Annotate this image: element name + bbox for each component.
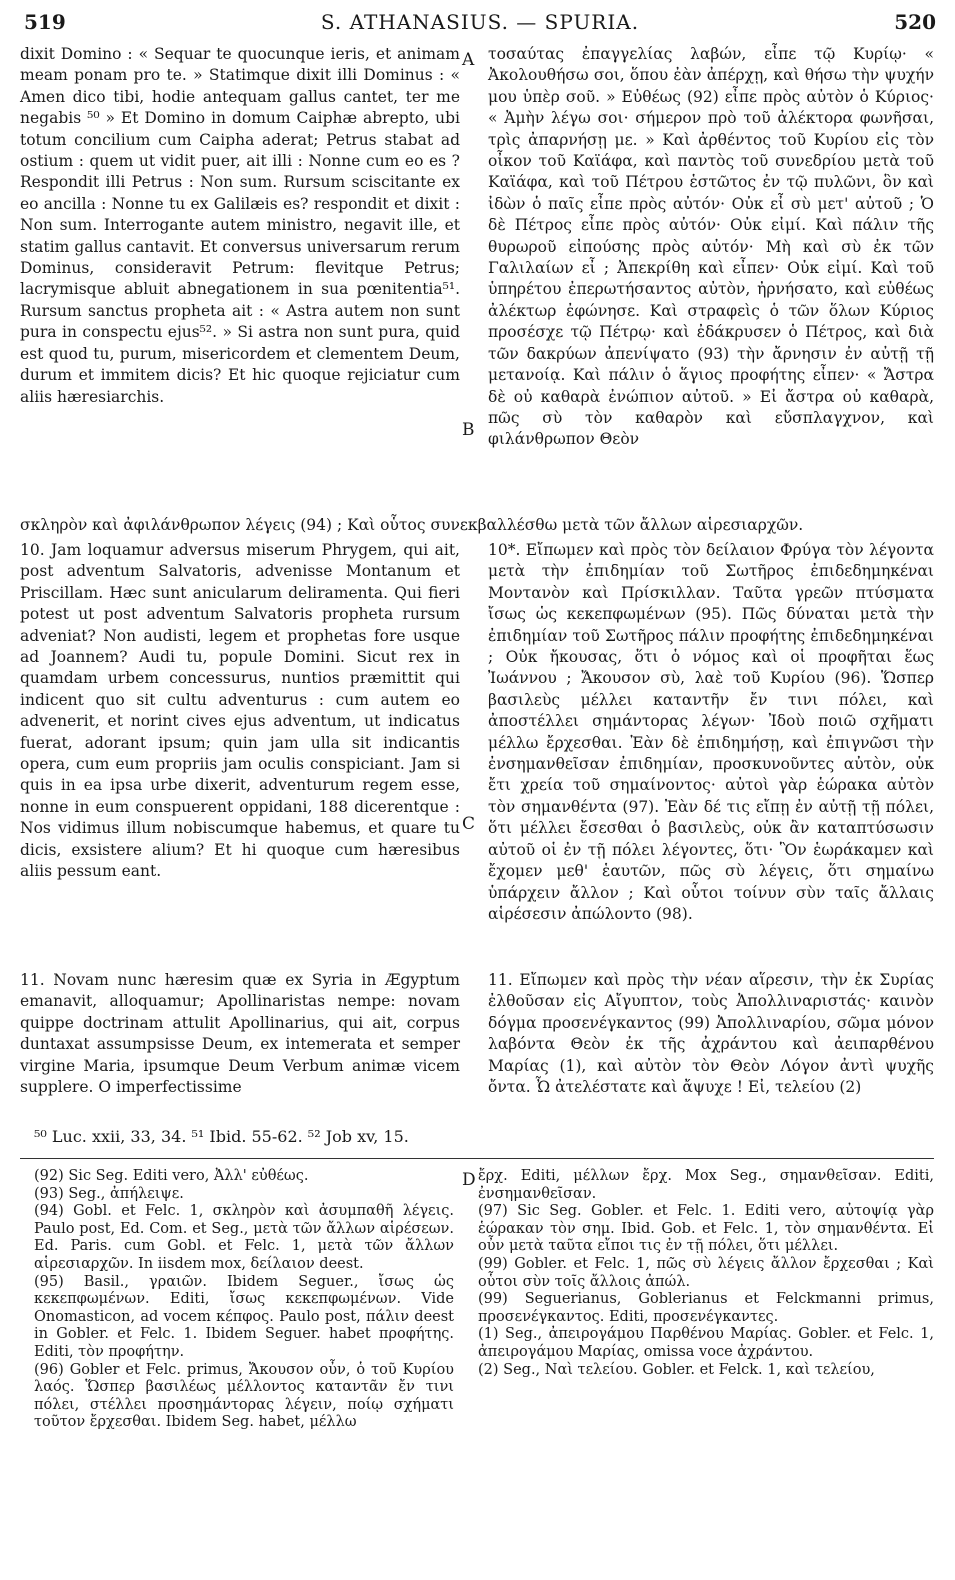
note-96: (96) Gobler et Felc. primus, Ἄκουσον οὖν, ὁ τοῦ Κυρίου λαός. Ὥσπερ βασιλέως μέλλοντος καταντᾶν ἔν τινι πόλει, στέλλει προσημάντορας λέγειν, ποίῳ σχήματι τοῦτον ἔρχεσθαι. Ibidem Seg. habet, μέλλω <box>34 1361 454 1431</box>
note-97: (97) Sic Seg. Gobler. et Felc. 1. Editi vero, αὐτοψίᾳ γὰρ ἑώρακαν τὸν σημ. Ibid. Gob. et Felc. 1, τὸν σημανθέντα. Εἰ οὖν μετὰ ταῦτα εἴποι τις ἐν τῇ πόλει, ὅτι μέλλει. <box>478 1203 934 1255</box>
greek-column-top <box>488 44 934 451</box>
greek-paragraph-3: 11. Εἴπωμεν καὶ πρὸς τὴν νέαν αἵρεσιν, τὴν ἐκ Συρίας ἐλθοῦσαν εἰς Αἴγυπτον, τοὺς Ἀπολλιναριστάς· καινὸν δόγμα προσενέγκαντος (99) Ἀπολλιναρίου, σῶμα μόνον λαβόντα Θεὸν ἐκ τῆς ἀχράντου καὶ ἀειπαρθένου Μαρίας (1), καὶ αὐτὸν τὸν Θεὸν Λόγον ἀντὶ ψυχῆς ὄντα. Ὦ ἀτελέστατε καὶ ἄψυχε ! Εἰ, τελείου (2) <box>488 971 934 1097</box>
greek-paragraph-1: τοσαύτας ἐπαγγελίας λαβών, εἶπε τῷ Κυρίῳ· « Ἀκολουθήσω σοι, ὅπου ἐὰν ἀπέρχῃ, καὶ θήσω τὴν ψυχήν μου ὑπὲρ σοῦ. » Εὐθέως (92) εἶπε πρὸς αὐτὸν ὁ Κύριος· « Ἀμὴν λέγω σοι· σήμερον πρὸ τοῦ ἀλέκτορα φωνῆσαι, τρὶς ἀπαρνήσῃ με. » Καὶ ἀρθέντος τοῦ Κυρίου εἰς τὸν οἶκον τοῦ Καϊάφα, καὶ παντὸς τοῦ συνεδρίου μετὰ τοῦ Καϊάφα, καὶ τοῦ Πέτρου ἑστῶτος ἐν τῷ πυλῶνι, ὃν καὶ ἰδὼν ὁ παῖς εἶπε πρὸς αὐτόν· Οὐκ εἶ σὺ μετ' αὐτοῦ ; Ὁ δὲ Πέτρος εἶπε πρὸς αὐτόν· Οὐκ εἰμί. Καὶ πάλιν τῆς θυρωροῦ εἰπούσης πρὸς αὐτόν· Μὴ καὶ σὺ ἐκ τῶν Γαλιλαίων εἶ ; Ἀπεκρίθη καὶ εἶπεν· Οὐκ εἰμί. Καὶ τοῦ ὑπηρέτου ἐπερωτήσαντος αὐτὸν, ἠρνήσατο, καὶ εὐθέως ἀλέκτωρ ἐφώνησε. Καὶ στραφεὶς ὁ τῶν ὅλων Κύριος προσέσχε τῷ Πέτρῳ· καὶ ἐδάκρυσεν ὁ Πέτρος, καὶ διὰ τῶν δακρύων ἀπενίψατο (93) τὴν ἄρνησιν ἐν αὐτῇ τῇ μετανοίᾳ. Καὶ πάλιν ὁ ἅγιος προφήτης εἶπεν· « Ἄστρα δὲ οὐ καθαρὰ ἐνώπιον αὐτοῦ. » Εἰ ἄστρα οὐ καθαρὰ, πῶς σὺ τὸν καθαρὸν καὶ εὔσπλαγχνον, καὶ φιλάνθρωπον Θεὸν <box>488 45 934 449</box>
latin-column-bottom <box>20 970 460 1098</box>
latin-paragraph-1: dixit Domino : « Sequar te quocunque ieris, et animam meam ponam pro te. » Statimque dixit illi Dominus : « Amen dico tibi, hodie antequam gallus cantet, ter me negabis ⁵⁰ » Et Domino in domum Caiphæ abrepto, ubi totum concilium cum Caipha aderat; Petrus stabat ad ostium : quem ut vidit puer, ait illi : Nonne cum eo es ? Respondit illi Petrus : Non sum. Rursum sciscitante ex eo ancilla : Nonne tu ex Galilæis es? respondit et dixit : Non sum. Interrogante autem ministro, negavit ille, et statim gallus cantavit. Et conversus universarum rerum Dominus, consideravit Petrum: flevitque Petrus; lacrymisque abluit abnegationem in sua pœnitentia⁵¹. Rursum sanctus propheta ait : « Astra autem non sunt pura in conspectu ejus⁵². » Si astra non sunt pura, quid est quod tu, purum, misericordem et clementem Deum, durum et immitem dicis? Et hic quoque rejiciatur cum aliis hæresiarchis. <box>20 45 460 406</box>
note-99: (99) Seguerianus, Goblerianus et Felckmanni primus, προσενέγκαντος. Editi, προσενέγκαντες. <box>478 1291 934 1325</box>
note-1: (1) Seg., ἀπειρογάμου Παρθένου Μαρίας. Gobler. et Felc. 1, ἀπειρογάμου Μαρίας, omissa voce ἀχράντου. <box>478 1326 934 1360</box>
note-92: (92) Sic Seg. Editi vero, Ἀλλ' εὐθέως. <box>34 1168 309 1184</box>
greek-column-bottom <box>488 970 934 1098</box>
note-94: (94) Gobl. et Felc. 1, σκληρὸν καὶ ἀσυμπαθῆ λέγεις. Paulo post, Ed. Com. et Seg., μετὰ τῶν ἄλλων αἱρέσεων. Ed. Paris. cum Gobl. et Felc. 1, μετὰ τῶν ἄλλων αἱρεσιαρχῶν. In iisdem mox, δείλαιον deest. <box>34 1203 454 1272</box>
latin-paragraph-2: 10. Jam loquamur adversus miserum Phrygem, qui ait, post adventum Salvatoris, advenisse Montanum et Priscillam. Hæc sunt anicularum deliramenta. Qui fieri potest ut post adventum Salvatoris propheta rursum adveniat? Non audisti, legem et prophetas fore usque ad Joannem? Audi tu, popule Domini. Sicut rex in quamdam urbem concessurus, nuntios præmittit qui indicent quo sit cultu adventurus : cum autem eo advenerit, et norint cives ejus adventum, ut indicatus fuerat, adorant ipsum; quin jam ulla sit indicantis opera, cum eum propriis jam oculis conspiciant. Jam si quis in ea ipsa urbe dixerit, adventurum regem esse, nonne in eum conspuerent oppidani, 188 dicerentque : Nos vidimus illum nobiscumque habemus, et quare tu dicis, exsistere alium? Et hi quoque cum hæresibus aliis pessum eant. <box>20 541 460 881</box>
margin-letter-b: B <box>462 420 475 440</box>
greek-column-middle <box>488 540 934 925</box>
notes-left-column <box>34 1168 454 1432</box>
note-95: (95) Basil., γραιῶν. Ibidem Seguer., ἴσως ὡς κεκεπφωμένων. Editi, ἴσως κεκεπφωμένων. Vide Onomasticon, ad vocem κέπφος. Paulo post, πάλιν deest in Gobler. et Felc. 1. Ibidem Seguer. habet προφήτης. Editi, τὸν προφήτην. <box>34 1273 454 1360</box>
left-page-number: 519 <box>24 10 66 34</box>
margin-letter-a: A <box>462 50 475 70</box>
note-2: (2) Seg., Ναὶ τελείου. Gobler. et Felck. 1, καὶ τελείου, <box>478 1361 875 1378</box>
latin-paragraph-3: 11. Novam nunc hæresim quæ ex Syria in Ægyptum emanavit, alloquamur; Apollinaristas nempe: novam quippe doctrinam attulit Apollinarius, qui ait, corpus duntaxat assumpsisse Deum, ex intemerata et semper virgine Maria, ipsumque Deum Verbum animæ vicem supplere. O imperfectissime <box>20 971 460 1097</box>
greek-bridge-line: σκληρὸν καὶ ἀφιλάνθρωπον λέγεις (94) ; Καὶ οὗτος συνεκβαλλέσθω μετὰ τῶν ἄλλων αἱρεσιαρχῶν. <box>20 516 804 534</box>
note-98: (99) Gobler. et Felc. 1, πῶς σὺ λέγεις ἄλλον ἔρχεσθαι ; Καὶ οὗτοι σὺν τοῖς ἄλλοις ἀπώλ. <box>478 1255 934 1290</box>
margin-letter-d: D <box>462 1170 476 1190</box>
note-96-cont: ἔρχ. Editi, μέλλων ἔρχ. Mox Seg., σημανθεῖσαν. Editi, ἐνσημανθεῖσαν. <box>478 1168 934 1202</box>
scripture-footnotes: ⁵⁰ Luc. xxii, 33, 34. ⁵¹ Ibid. 55-62. ⁵² Job xv, 15. <box>34 1127 409 1146</box>
greek-paragraph-2: 10*. Εἴπωμεν καὶ πρὸς τὸν δείλαιον Φρύγα τὸν λέγοντα μετὰ τὴν ἐπιδημίαν τοῦ Σωτῆρος ἐπιδεδημηκέναι Μοντανὸν καὶ Πρίσκιλλαν. Ταῦτα γρεῶν πτύσματα ἴσως ὡς κεκεπφωμένων (95). Πῶς δύναται μετὰ τὴν ἐπιδημίαν τοῦ Σωτῆρος πάλιν προφήτης ἐπιδεδημηκέναι ; Οὐκ ἤκουσας, ὅτι ὁ νόμος καὶ οἱ προφῆται ἕως Ἰωάννου ; Ἄκουσον σὺ, λαὲ τοῦ Κυρίου (96). Ὥσπερ βασιλεὺς μέλλει καταντῆν ἔν τινι πόλει, καὶ ἀποστέλλει σημάντορας λέγων· Ἰδοὺ ποιῶ σχῆματι μέλλω ἔρχεσθαι. Ἐὰν δὲ ἐπιδημήσῃ, καὶ ἐπιγνῶσι τὴν ἐνσημανθεῖσαν ἐπιδημίαν, προσκυνοῦντες αὐτὸν, οὐκ ἔτι χρεία τοῦ σημαίνοντος· αὐτοὶ γὰρ ἑώρακα αὐτὸν τὸν σημανθέντα (97). Ἐὰν δέ τις εἴπῃ ἐν αὐτῇ τῇ πόλει, ὅτι μέλλει ἔσεσθαι ὁ βασιλεὺς, οὐκ ἂν καταπτύσωσιν αὐτοῦ οἱ ἐν τῇ πόλει λέγοντες, ὅτι· Ὃν ἑωράκαμεν καὶ ἔχομεν μεθ' ἑαυτῶν, πῶς σὺ λέγεις, ὅτι σημαίνω ὑπάρχειν ἄλλον ; Καὶ οὗτοι τοίνυν σὺν ταῖς ἄλλαις αἱρέσεσιν ἀπώλοντο (98). <box>488 541 934 923</box>
margin-letter-c: C <box>462 814 476 834</box>
footnote-divider <box>20 1158 934 1159</box>
page-header <box>24 10 936 40</box>
latin-column-middle <box>20 540 460 883</box>
right-page-number: 520 <box>894 10 936 34</box>
notes-right-column <box>478 1168 934 1379</box>
latin-column-top <box>20 44 460 408</box>
note-93: (93) Seg., ἀπήλειψε. <box>34 1185 184 1202</box>
running-title: S. ATHANASIUS. — SPURIA. <box>320 10 640 34</box>
